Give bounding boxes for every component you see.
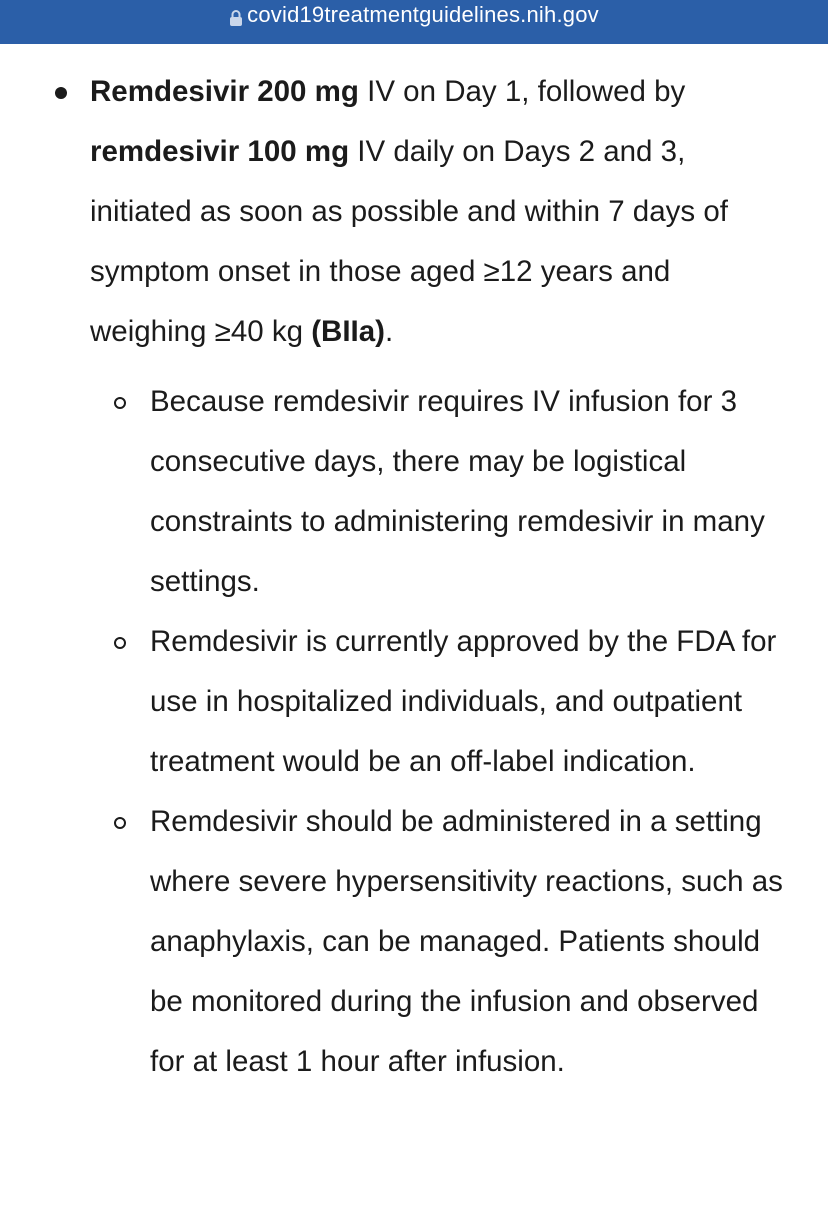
url-display[interactable] <box>229 0 599 30</box>
recommendation-list <box>0 62 828 1092</box>
dose-days-2-3: remdesivir 100 mg <box>90 135 350 168</box>
sub-bullet-item <box>90 372 788 612</box>
url-domain: covid19treatmentguidelines.nih.gov <box>247 2 599 27</box>
bullet-circle-icon <box>114 637 126 649</box>
bullet-circle-icon <box>114 817 126 829</box>
main-bullet-text <box>90 75 728 348</box>
browser-url-bar[interactable] <box>0 0 828 44</box>
sub-bullet-item <box>90 792 788 1092</box>
dose-text-2: IV daily on Days 2 and 3, initiated as soon as possible and within 7 days of symptom onset in those aged ≥12 years and weighing ≥40 kg <box>90 135 728 348</box>
bullet-circle-icon <box>114 397 126 409</box>
page-content <box>0 62 828 1092</box>
sub-bullet-text: Because remdesivir requires IV infusion for 3 consecutive days, there may be logistical constraints to administering remdesivir in many settings. <box>150 385 765 598</box>
dose-day1: Remdesivir 200 mg <box>90 75 359 108</box>
bullet-disc-icon <box>55 87 67 99</box>
lock-icon <box>229 7 243 25</box>
evidence-rating: (BIIa) <box>311 315 385 348</box>
dose-text-end: . <box>384 315 394 348</box>
sub-bullet-text: Remdesivir should be administered in a setting where severe hypersensitivity reactions, such as anaphylaxis, can be managed. Patients should be monitored during the infusion and observed for at least 1 hour after infusion. <box>150 805 783 1078</box>
sub-bullet-list <box>90 372 788 1092</box>
remdesivir-dosing-item <box>0 62 828 1092</box>
sub-bullet-item <box>90 612 788 792</box>
dose-text-1: IV on Day 1, followed by <box>358 75 686 108</box>
sub-bullet-text: Remdesivir is currently approved by the FDA for use in hospitalized individuals, and outpatient treatment would be an off-label indication. <box>150 625 777 778</box>
